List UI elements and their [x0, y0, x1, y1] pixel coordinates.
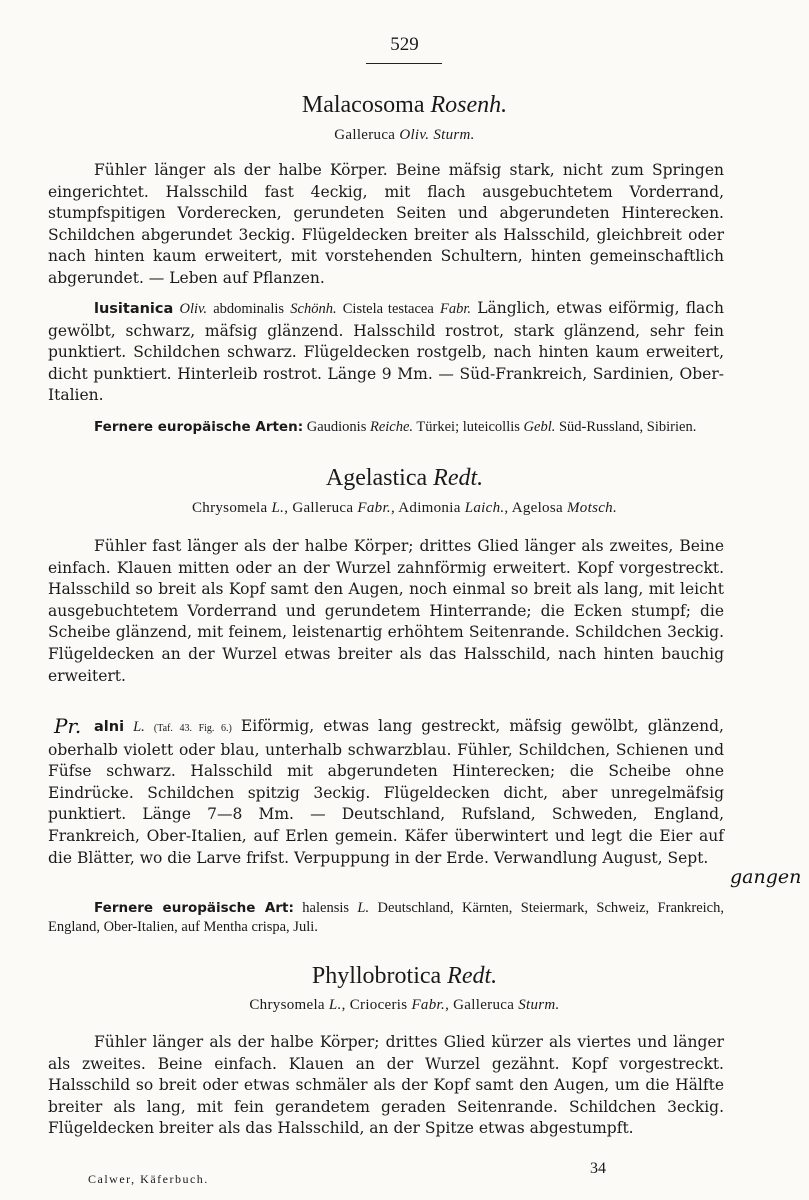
genus-synonyms: Chrysomela L., Galleruca Fabr., Adimonia Laich., Agelosa Motsch.	[191, 500, 618, 516]
footer-publisher: Calwer, Käferbuch.	[88, 1172, 209, 1186]
species-description: Eiförmig, etwas lang gestreckt, mäfsig gewölbt, glänzend, oberhalb violett oder blau, unterhalb schwarzblau. Fühler, Schildchen, Schienen und Füfse schwarz. Halsschild mit abgerundeten Hinterecken; die Scheibe ohne Eindrücke. Schildchen spitzig 3eckig. Flügeldecken dicht, aber unregelmäfsig punktiert. Länge 7—8 Mm. — Deutschland, Rufsland, Schweden, England, Frankreich, Ober-Italien, auf Erlen gemein. Käfer überwintert und legt die Eier auf die Blätter, wo die Larve frifst. Verpuppung in der Erde. Verwandlung August, Sept.	[48, 717, 724, 867]
species-entry-lusitanica: lusitanica Oliv. abdominalis Schönh. Cistela testacea Fabr. Länglich, etwas eiförmig, flach gewölbt, schwarz, mäfsig glänzend. Halsschild rostrot, stark glänzend, sehr fein punktiert. Schildchen schwarz. Flügeldecken rostgelb, nach hinten kaum erweitert, dicht punktiert. Hinterleib rostrot. Länge 9 Mm. — Süd-Frankreich, Sardinien, Ober-Italien.	[48, 299, 724, 405]
genus-name: Phyllobrotica	[311, 963, 442, 989]
genus-synonyms: Galleruca Oliv. Sturm.	[334, 127, 475, 143]
genus-title-agelastica	[0, 465, 809, 492]
further-species-note: Fernere europäische Arten: Gaudionis Reiche. Türkei; luteicollis Gebl. Süd-Russland, Sibirien.	[94, 419, 697, 435]
genus-description: Fühler länger als der halbe Körper; drittes Glied kürzer als viertes und länger als zweites. Beine einfach. Klauen an der Wurzel gezähnt. Kopf vorgestreckt. Halsschild so breit oder etwas schmäler als der Kopf samt den Augen, um die Hälfte breiter als lang, mit fein gerandetem geraden Seitenrande. Schildchen 3eckig. Flügeldecken breiter als das Halsschild, an der Spitze etwas abgestumpft.	[48, 1033, 724, 1138]
genus-description: Fühler fast länger als der halbe Körper; drittes Glied länger als zweites, Beine einfach. Klauen mitten oder an der Wurzel zahnförmig erweitert. Kopf vorgestreckt. Halsschild so breit als Kopf samt den Augen, noch einmal so breit als lang, mit leicht ausgebuchtetem Vorderrand und gerundetem Hinterrande; die Ecken stumpf; die Scheibe glänzend, mit feinem, leistenartig erhöhtem Seitenrande. Schildchen 3eckig. Flügeldecken an der Wurzel etwas breiter als das Halsschild, nach hinten bauchig erweitert.	[48, 537, 724, 685]
genus-name: Malacosoma	[301, 92, 425, 118]
genus-title-malacosoma	[0, 92, 809, 119]
genus-author: Rosenh.	[430, 92, 508, 118]
page-number-rule	[366, 63, 442, 64]
species-description: Länglich, etwas eiförmig, flach gewölbt, schwarz, mäfsig glänzend. Halsschild rostrot, stark glänzend, sehr fein punktiert. Schildchen schwarz. Flügeldecken rostgelb, nach hinten kaum erweitert, dicht punktiert. Hinterleib rostrot. Länge 9 Mm. — Süd-Frankreich, Sardinien, Ober-Italien.	[48, 299, 724, 405]
handwritten-note: gangen	[730, 866, 802, 888]
genus-author: Redt.	[447, 963, 498, 989]
species-entry-alni: alni L. (Taf. 43. Fig. 6.) Eiförmig, etwas lang gestreckt, mäfsig gewölbt, glänzend, oberhalb violett oder blau, unterhalb schwarzblau. Fühler, Schildchen, Schienen und Füfse schwarz. Halsschild mit abgerundeten Hinterecken; die Scheibe ohne Eindrücke. Schildchen spitzig 3eckig. Flügeldecken dicht, aber unregelmäfsig punktiert. Länge 7—8 Mm. — Deutschland, Rufsland, Schweden, England, Frankreich, Ober-Italien, auf Erlen gemein. Käfer überwintert und legt die Eier auf die Blätter, wo die Larve frifst. Verpuppung in der Erde. Verwandlung August, Sept.	[48, 717, 724, 867]
page-number: 529	[390, 34, 419, 55]
further-species-note: Fernere europäische Art: halensis L. Deutschland, Kärnten, Steiermark, Schweiz, Frankreich, England, Ober-Italien, auf Mentha crispa, Juli.	[48, 900, 724, 935]
genus-author: Redt.	[433, 465, 484, 491]
species-name: alni	[94, 719, 125, 735]
handwritten-mark: Pr.	[54, 714, 82, 738]
footer-signature-number: 34	[590, 1160, 606, 1177]
species-name: lusitanica	[94, 301, 174, 317]
genus-title-phyllobrotica	[0, 963, 809, 990]
genus-synonyms: Chrysomela L., Crioceris Fabr., Galleruca Sturm.	[249, 997, 560, 1013]
genus-name: Agelastica	[325, 465, 428, 491]
genus-description: Fühler länger als der halbe Körper. Beine mäfsig stark, nicht zum Springen eingerichtet. Halsschild fast 4eckig, mit flach ausgebuchtetem Vorderrand, stumpfspitigen Vorderecken, gerundeten Seiten und abgerundeten Hinterecken. Schildchen abgerundet 3eckig. Flügeldecken breiter als Halsschild, gleichbreit oder nach hinten kaum erweitert, mit vorstehenden Schultern, hinten gemeinschaftlich abgerundet. — Leben auf Pflanzen.	[48, 161, 724, 287]
